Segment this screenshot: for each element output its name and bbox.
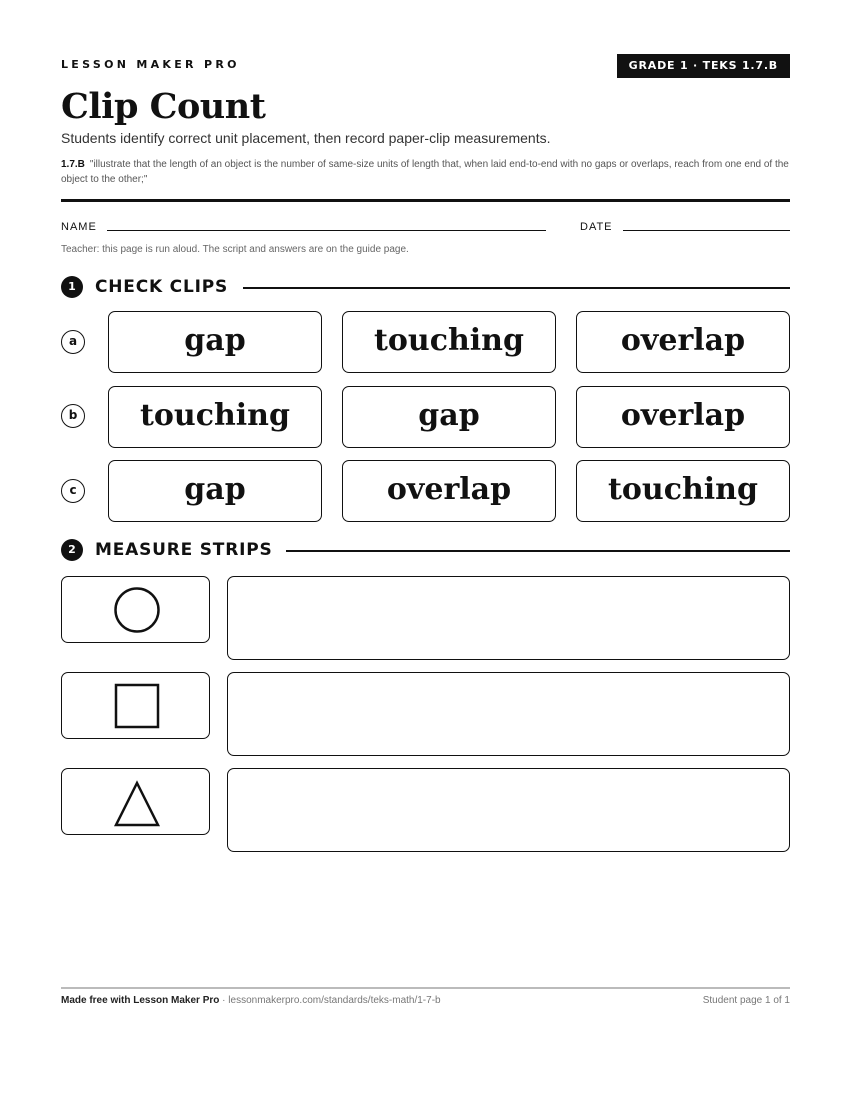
row-letter-a: a [61, 330, 85, 354]
clip-option-a-2[interactable]: touching [342, 311, 556, 373]
grade-badge: GRADE 1 · TEKS 1.7.B [617, 54, 790, 78]
section-title: MEASURE STRIPS [95, 538, 285, 562]
footer-divider [61, 987, 790, 989]
teacher-note: Teacher: this page is run aloud. The script and answers are on the guide page. [61, 244, 409, 255]
clip-option-c-3[interactable]: touching [576, 460, 790, 522]
clip-option-c-1[interactable]: gap [108, 460, 322, 522]
section-rule [243, 287, 790, 289]
shape-card-triangle [61, 768, 210, 835]
standard-code: 1.7.B [61, 159, 85, 170]
footer-credit [61, 995, 441, 1006]
name-field[interactable] [107, 230, 546, 231]
square-icon [113, 682, 161, 730]
shape-card-circle [61, 576, 210, 643]
name-label: NAME [61, 221, 97, 233]
brand-name: LESSON MAKER PRO [61, 58, 240, 71]
section-check-clips [61, 275, 790, 299]
clip-option-c-2[interactable]: overlap [342, 460, 556, 522]
footer-separator: · [219, 995, 229, 1006]
row-letter-b: b [61, 404, 85, 428]
clip-option-a-1[interactable]: gap [108, 311, 322, 373]
clip-option-b-2[interactable]: gap [342, 386, 556, 448]
clip-option-b-1[interactable]: touching [108, 386, 322, 448]
footer-made-with: Made free with Lesson Maker Pro [61, 995, 220, 1006]
measure-strip-3[interactable] [227, 768, 790, 852]
section-title: CHECK CLIPS [95, 275, 240, 299]
worksheet-page [61, 0, 790, 1100]
triangle-icon [113, 780, 161, 828]
clip-option-b-3[interactable]: overlap [576, 386, 790, 448]
standard-statement [61, 157, 790, 187]
circle-icon [113, 586, 161, 634]
measure-strip-1[interactable] [227, 576, 790, 660]
page-number: Student page 1 of 1 [702, 995, 790, 1006]
clip-option-a-3[interactable]: overlap [576, 311, 790, 373]
section-number: 1 [61, 276, 83, 298]
section-number: 2 [61, 539, 83, 561]
date-field[interactable] [623, 230, 790, 231]
date-label: DATE [580, 221, 613, 233]
standard-text: "illustrate that the length of an object is the number of same-size units of length that, when laid end-to-end with no gaps or overlaps, reach from one end of the object to the other;" [61, 159, 789, 185]
footer-url[interactable]: lessonmakerpro.com/standards/teks-math/1-7-b [228, 995, 441, 1006]
page-title: Clip Count [61, 86, 266, 127]
row-letter-c: c [61, 479, 85, 503]
header-divider [61, 199, 790, 202]
shape-card-square [61, 672, 210, 739]
measure-strip-2[interactable] [227, 672, 790, 756]
section-measure-strips [61, 538, 790, 562]
page-subtitle: Students identify correct unit placement, then record paper-clip measurements. [61, 130, 551, 146]
section-rule [286, 550, 790, 552]
